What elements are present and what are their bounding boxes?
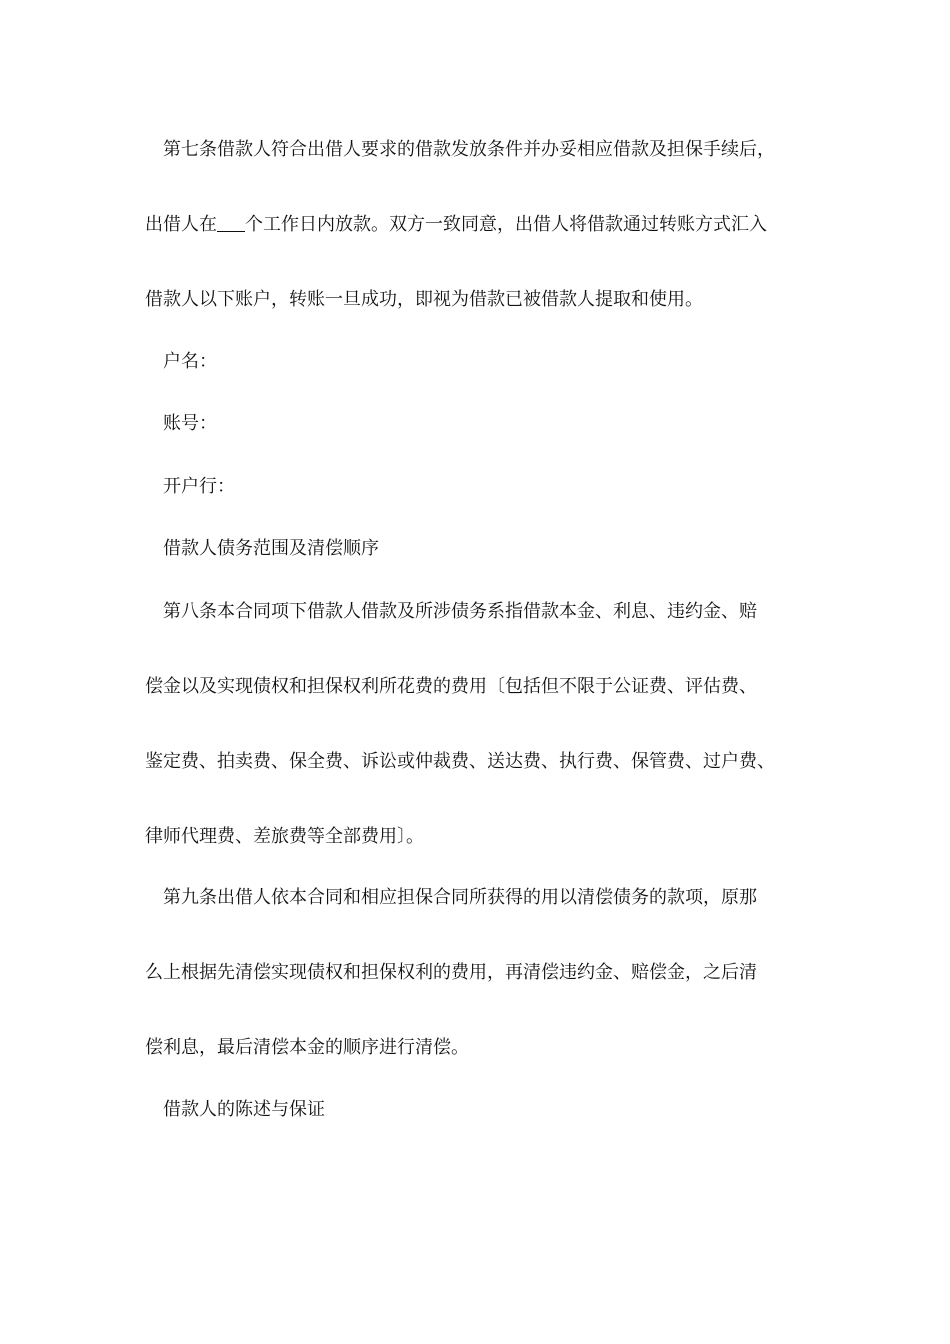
article-7-line-2 [145,213,825,237]
article-7-line-3: 借款人以下账户，转账一旦成功，即视为借款已被借款人提取和使用。 [145,289,703,310]
article-9-line-3: 偿利息，最后清偿本金的顺序进行清偿。 [145,1037,469,1058]
article-8-line-3: 鉴定费、拍卖费、保全费、诉讼或仲裁费、送达费、执行费、保管费、过户费、 [145,751,775,772]
section-heading-representations: 借款人的陈述与保证 [163,1099,325,1120]
article-9-line-1: 第九条出借人依本合同和相应担保合同所获得的用以清偿债务的款项，原那 [163,887,757,908]
bank-label: 开户行： [163,476,235,497]
account-name-label: 户名： [163,351,217,372]
section-heading-debt-scope: 借款人债务范围及清偿顺序 [163,538,379,559]
article-7-line-2-start: 出借人在 [145,214,217,235]
account-number-label: 账号： [163,413,217,434]
article-8-line-1: 第八条本合同项下借款人借款及所涉债务系指借款本金、利息、违约金、赔 [163,601,757,622]
days-blank-field[interactable] [217,213,245,232]
article-9-line-2: 么上根据先清偿实现债权和担保权利的费用，再清偿违约金、赔偿金，之后清 [145,962,757,983]
article-8-line-4: 律师代理费、差旅费等全部费用〕。 [145,826,424,847]
article-8-line-2: 偿金以及实现债权和担保权利所花费的费用〔包括但不限于公证费、评估费、 [145,676,757,697]
article-7-line-2-end: 个工作日内放款。双方一致同意，出借人将借款通过转账方式汇入 [245,214,767,235]
article-7-line-1: 第七条借款人符合出借人要求的借款发放条件并办妥相应借款及担保手续后， [163,139,775,160]
